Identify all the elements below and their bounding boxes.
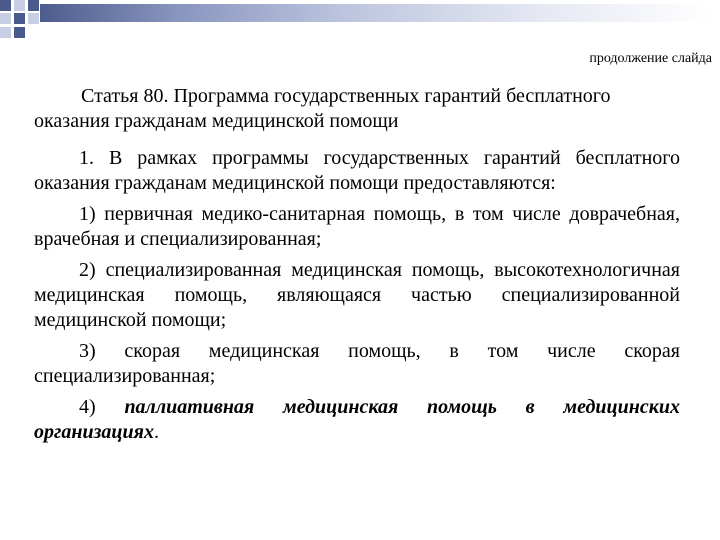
slide-body [34, 84, 680, 445]
list-item [34, 395, 680, 445]
list-item: 2) специализированная медицинская помощь, высокотехнологичная медицинская помощь, являющаяся частью специализированной медицинской помощи; [34, 259, 680, 331]
decor-square [0, 27, 11, 38]
article-title: Статья 80. Программа государственных гарантий бесплатного оказания гражданам медицинской помощи [34, 85, 611, 132]
list-item: 1) первичная медико-санитарная помощь, в том числе доврачебная, врачебная и специализированная; [34, 203, 680, 250]
item-end: . [153, 421, 159, 443]
decor-square [0, 13, 11, 24]
decor-square [0, 0, 11, 11]
continuation-note: продолжение слайда [589, 51, 712, 66]
paragraph: 1. В рамках программы государственных гарантий бесплатного оказания гражданам медицинской помощи предоставляются: [34, 147, 680, 194]
decor-square [28, 13, 39, 24]
emphasized-text: паллиативная медицинская помощь в медицинских организациях [34, 396, 680, 443]
item-number: 4) [79, 396, 96, 418]
decor-square [14, 27, 25, 38]
header-gradient-bar [40, 4, 712, 22]
decor-square [14, 13, 25, 24]
decor-square [14, 0, 25, 11]
decor-square [28, 0, 39, 11]
list-item: 3) скорая медицинская помощь, в том числе скорая специализированная; [34, 340, 680, 387]
